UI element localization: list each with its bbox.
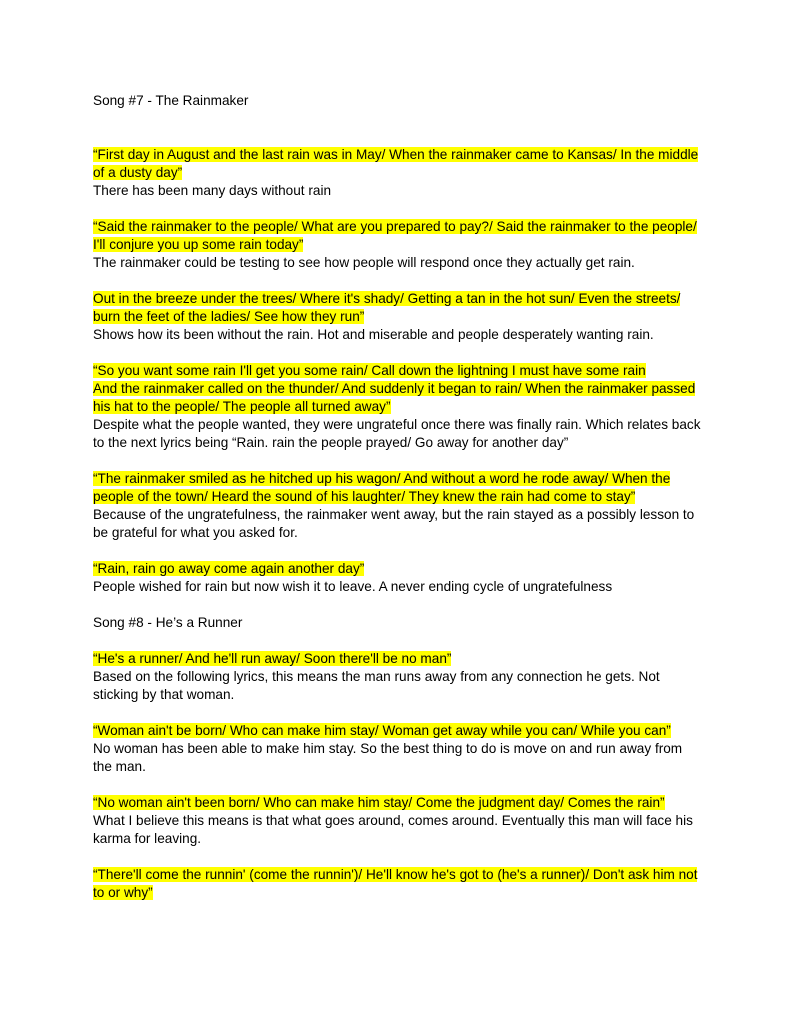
lyric-entry: [93, 470, 703, 542]
song-8-heading: Song #8 - He’s a Runner: [93, 615, 243, 630]
interpretation-note: People wished for rain but now wish it to leave. A never ending cycle of ungratefulness: [93, 579, 613, 594]
interpretation-note: Because of the ungratefulness, the rainmaker went away, but the rain stayed as a possibly lesson to be grateful for what you asked for.: [93, 507, 695, 540]
interpretation-note: Despite what the people wanted, they were ungrateful once there was finally rain. Which relates back to the next lyrics being “Rain. rain the people prayed/ Go away for another day”: [93, 417, 701, 450]
highlighted-lyric: And the rainmaker called on the thunder/ And suddenly it began to rain/ When the rainmaker passed his hat to the people/ The people all turned away”: [93, 381, 696, 414]
interpretation-note: Based on the following lyrics, this means the man runs away from any connection he gets. Not sticking by that woman.: [93, 669, 660, 702]
interpretation-note: Shows how its been without the rain. Hot and miserable and people desperately wanting rain.: [93, 327, 654, 342]
lyric-entry: [93, 866, 703, 902]
highlighted-lyric: “First day in August and the last rain was in May/ When the rainmaker came to Kansas/ In the middle of a dusty day”: [93, 147, 699, 180]
highlighted-lyric: “He's a runner/ And he'll run away/ Soon there'll be no man”: [93, 651, 452, 666]
lyric-entry: [93, 146, 703, 200]
highlighted-lyric: “Rain, rain go away come again another day”: [93, 561, 365, 576]
document-body: [93, 92, 703, 920]
lyric-entry: [93, 560, 703, 596]
highlighted-lyric: “Woman ain't be born/ Who can make him stay/ Woman get away while you can/ While you can”: [93, 723, 671, 738]
highlighted-lyric: Out in the breeze under the trees/ Where it's shady/ Getting a tan in the hot sun/ Even the streets/ burn the feet of the ladies/ See how they run”: [93, 291, 681, 324]
interpretation-note: There has been many days without rain: [93, 183, 332, 198]
lyric-entry: [93, 722, 703, 776]
lyric-entry: [93, 650, 703, 704]
highlighted-lyric: “The rainmaker smiled as he hitched up his wagon/ And without a word he rode away/ When the people of the town/ Heard the sound of his laughter/ They knew the rain had come to stay”: [93, 471, 671, 504]
lyric-entry: [93, 362, 703, 452]
highlighted-lyric: “Said the rainmaker to the people/ What are you prepared to pay?/ Said the rainmaker to the people/ I'll conjure you up some rain today”: [93, 219, 697, 252]
interpretation-note: What I believe this means is that what goes around, comes around. Eventually this man will face his karma for leaving.: [93, 813, 693, 846]
highlighted-lyric: “So you want some rain I'll get you some rain/ Call down the lightning I must have some rain: [93, 363, 646, 378]
highlighted-lyric: “There'll come the runnin' (come the runnin')/ He'll know he's got to (he's a runner)/ Don't ask him not to or why”: [93, 867, 698, 900]
interpretation-note: No woman has been able to make him stay. So the best thing to do is move on and run away from the man.: [93, 741, 683, 774]
lyric-entry: [93, 290, 703, 344]
interpretation-note: The rainmaker could be testing to see how people will respond once they actually get rain.: [93, 255, 635, 270]
highlighted-lyric: “No woman ain't been born/ Who can make him stay/ Come the judgment day/ Comes the rain”: [93, 795, 665, 810]
lyric-entry: [93, 794, 703, 848]
song-7-heading: Song #7 - The Rainmaker: [93, 93, 249, 108]
lyric-entry: [93, 218, 703, 272]
